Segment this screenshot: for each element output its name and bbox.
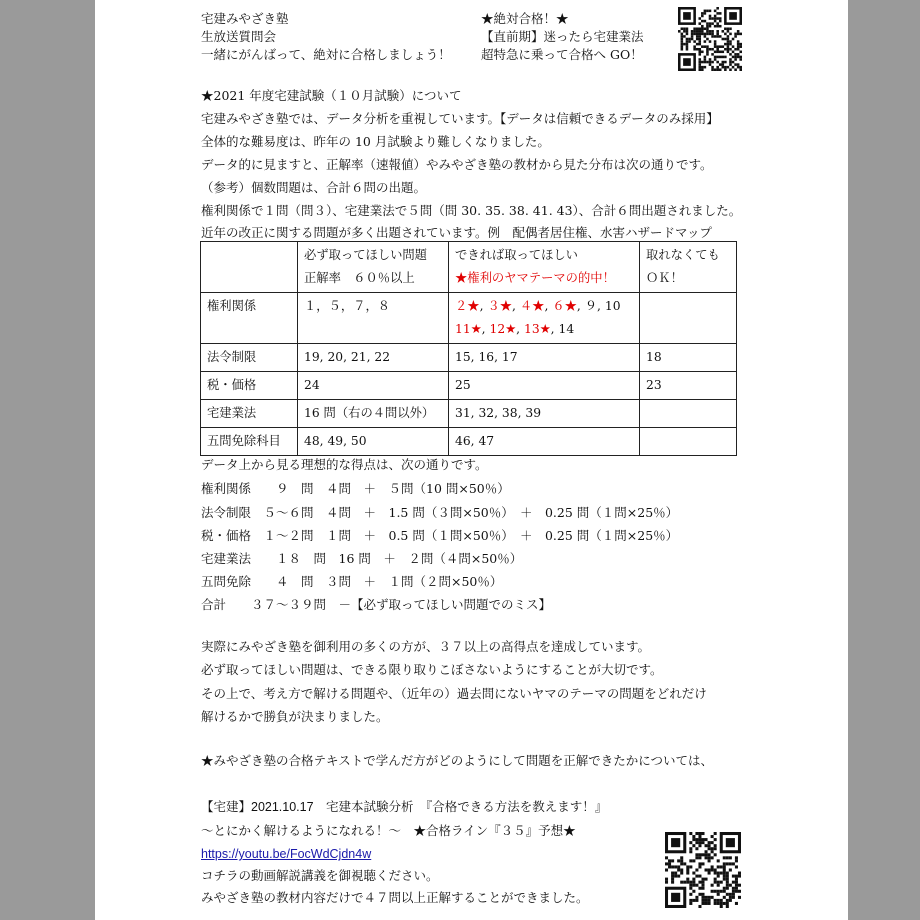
row-ok: 23 (640, 372, 737, 400)
starred-question: 12★ (489, 322, 517, 336)
header-right-3: 超特急に乗って合格へ GO！ (481, 47, 643, 62)
row-want: ２★, ３★, ４★, ６★, ９, 10 11★, 12★, 13★, 14 (449, 293, 640, 344)
intro-line: 全体的な難易度は、昨年の 10 月試験より難しくなりました。 (201, 134, 550, 149)
row-want: 15, 16, 17 (449, 344, 640, 372)
plain-questions: 14 (558, 322, 575, 336)
table-row (201, 344, 737, 372)
row-ok (640, 400, 737, 428)
intro-line: 宅建みやざき塾では、データ分析を重視しています。【データは信頼できるデータのみ採用】 (201, 111, 719, 126)
table-row (201, 428, 737, 456)
header-want-line1: できれば取ってほしい (455, 248, 578, 262)
question-distribution-table (200, 241, 737, 456)
table-header-want (449, 242, 640, 293)
score-line: 権利関係 ９ 問 ４問 ＋ ５問（10 問×50％） (201, 481, 510, 496)
row-label: 法令制限 (201, 344, 298, 372)
table-row (201, 400, 737, 428)
header-must-line1: 必ず取ってほしい問題 (304, 248, 427, 262)
intro-line: 権利関係で１問（問３）、宅建業法で５問（問 30. 35. 38. 41. 43）、合計６問出題されました。 (201, 203, 742, 218)
row-must: 48, 49, 50 (298, 428, 449, 456)
video-title: 【宅建】2021.10.17 宅建本試験分析 『合格できる方法を教えます！』 (201, 800, 608, 814)
header-right-1: ★絶対合格！★ (481, 11, 569, 26)
header-line-2: 生放送質問会 (201, 29, 277, 44)
row-label: 五問免除科目 (201, 428, 298, 456)
table-header-must (298, 242, 449, 293)
starred-question: ２★ (455, 299, 480, 313)
row-want: 25 (449, 372, 640, 400)
row-want: 31, 32, 38, 39 (449, 400, 640, 428)
row-ok (640, 293, 737, 344)
summary-line: 解けるかで勝負が決まりました。 (201, 709, 389, 724)
score-line: 五問免除 ４ 問 ３問 ＋ １問（２問×50％） (201, 574, 503, 589)
header-line-1: 宅建みやざき塾 (201, 11, 289, 26)
row-must: 16 問（右の４問以外） (298, 400, 449, 428)
score-line: 宅建業法 １８ 問 16 問 ＋ ２問（４問×50％） (201, 551, 523, 566)
starred-question: ３★ (487, 299, 513, 313)
header-must-line2: 正解率 ６０％以上 (304, 271, 415, 285)
row-ok: 18 (640, 344, 737, 372)
qr-code-icon (678, 7, 742, 71)
table-row (201, 372, 737, 400)
header-right-2: 【直前期】迷ったら宅建業法 (481, 29, 644, 44)
table-header-row (201, 242, 737, 293)
footer-line: コチラの動画解説講義を御視聴ください。 (201, 868, 439, 883)
row-label: 権利関係 (201, 293, 298, 344)
summary-line: 実際にみやざき塾を御利用の多くの方が、３７以上の高得点を達成しています。 (201, 639, 651, 654)
intro-title: ★2021 年度宅建試験（１０月試験）について (201, 88, 462, 103)
intro-line: 近年の改正に関する問題が多く出題されています。例 配偶者居住権、水害ハザードマップ (201, 225, 713, 240)
starred-question: ６★ (552, 299, 577, 313)
row-label: 税・価格 (201, 372, 298, 400)
footer-line: みやざき塾の教材内容だけで４７問以上正解することができました。 (201, 890, 589, 905)
footer-intro: ★みやざき塾の合格テキストで学んだ方がどのようにして問題を正解できたかについては、 (201, 753, 714, 768)
row-ok (640, 428, 737, 456)
row-want: 46, 47 (449, 428, 640, 456)
plain-questions: ９, 10 (584, 299, 621, 313)
intro-line: （参考）個数問題は、合計６問の出題。 (201, 180, 427, 195)
row-must: 19, 20, 21, 22 (298, 344, 449, 372)
header-line-3: 一緒にがんばって、絶対に合格しましょう！ (201, 47, 451, 62)
header-want-line2: ★権利のヤマテーマの的中！ (455, 271, 615, 285)
row-must: 24 (298, 372, 449, 400)
score-line: 法令制限 ５～６問 ４問 ＋ 1.5 問（３問×50％） ＋ 0.25 問（１問×25％） (201, 505, 679, 520)
scores-title: データ上から見る理想的な得点は、次の通りです。 (201, 457, 488, 472)
document-page (95, 0, 848, 920)
intro-line: データ的に見ますと、正解率（速報値）やみやざき塾の教材から見た分布は次の通りです。 (201, 157, 713, 172)
header-ok-line2: ＯＫ！ (646, 271, 683, 285)
qr-code-icon (665, 832, 741, 908)
video-subtitle: ～とにかく解けるようになれる！～ ★合格ライン『３５』予想★ (201, 823, 576, 838)
header-ok-line1: 取れなくても (646, 248, 720, 262)
table-row (201, 293, 737, 344)
video-link[interactable]: https://youtu.be/FocWdCjdn4w (201, 847, 372, 861)
starred-question: 13★ (524, 322, 551, 336)
summary-line: 必ず取ってほしい問題は、できる限り取りこぼさないようにすることが大切です。 (201, 662, 663, 677)
table-header-ok (640, 242, 737, 293)
starred-question: 11★ (455, 322, 482, 336)
starred-question: ４★ (519, 299, 545, 313)
row-must: １，５，７，８ (298, 293, 449, 344)
score-total-line: 合計 ３７～３９問 －【必ず取ってほしい問題でのミス】 (201, 597, 552, 612)
row-label: 宅建業法 (201, 400, 298, 428)
summary-line: その上で、考え方で解ける問題や、（近年の）過去問にないヤマのテーマの問題をどれだけ (201, 686, 707, 701)
score-line: 税・価格 １～２問 １問 ＋ 0.5 問（１問×50％） ＋ 0.25 問（１問×25％） (201, 528, 679, 543)
table-header-blank (201, 242, 298, 293)
